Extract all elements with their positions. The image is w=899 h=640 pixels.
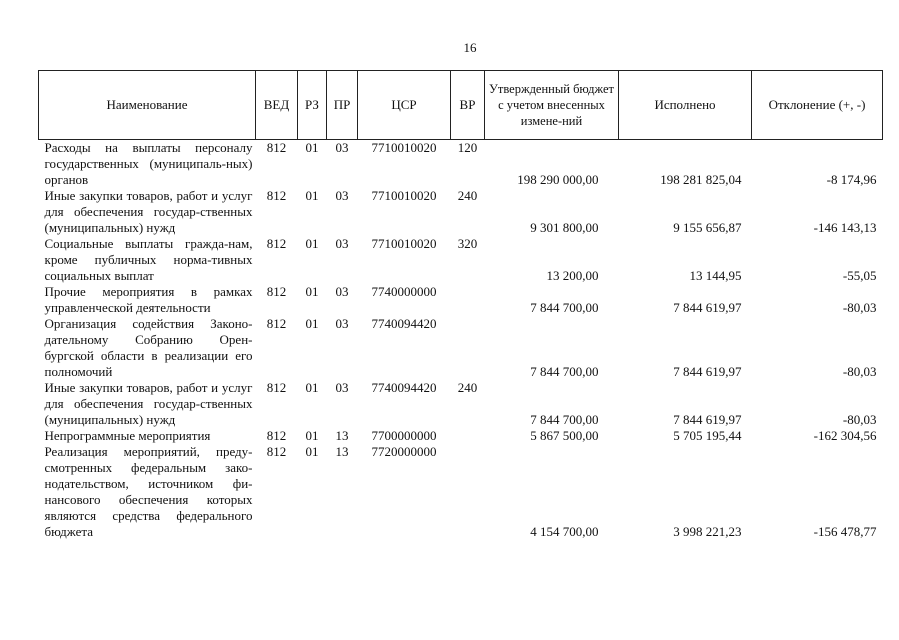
row-csr: 7710010020: [371, 236, 437, 251]
row-name: Иные закупки товаров, работ и услуг для обеспечения государ-ственных (муниципальных) нужд: [44, 380, 253, 427]
row-pr: 13: [335, 444, 349, 459]
row-executed: 7 844 619,97: [673, 412, 742, 427]
row-approved: 4 154 700,00: [530, 524, 599, 539]
row-ved: 812: [266, 236, 287, 251]
row-vr: 320: [457, 236, 478, 251]
table-row: [39, 284, 883, 316]
row-ved: 812: [266, 444, 287, 459]
row-pr: 13: [335, 428, 349, 443]
row-rz: 01: [305, 316, 319, 331]
row-ved: 812: [266, 140, 287, 155]
row-ved: 812: [266, 316, 287, 331]
row-deviation: -55,05: [842, 268, 877, 283]
row-deviation: -80,03: [842, 412, 877, 427]
header-approved: Утвержденный бюджет с учетом внесенных измене-ний: [485, 71, 619, 140]
header-csr: ЦСР: [358, 71, 451, 140]
row-csr: 7740094420: [371, 380, 437, 395]
row-executed: 9 155 656,87: [673, 220, 742, 235]
table-header-row: [39, 71, 883, 140]
row-vr: 240: [457, 188, 478, 203]
row-ved: 812: [266, 284, 287, 299]
row-rz: 01: [305, 140, 319, 155]
row-approved: 13 200,00: [546, 268, 599, 283]
row-vr: [451, 444, 485, 540]
row-executed: 5 705 195,44: [673, 428, 742, 443]
row-deviation: -162 304,56: [813, 428, 877, 443]
row-executed: 3 998 221,23: [673, 524, 742, 539]
row-rz: 01: [305, 284, 319, 299]
row-rz: 01: [305, 444, 319, 459]
row-vr: 120: [457, 140, 478, 155]
row-ved: 812: [266, 428, 287, 443]
row-ved: 812: [266, 188, 287, 203]
table-row: [39, 444, 883, 540]
table-row: [39, 316, 883, 380]
row-csr: 7720000000: [371, 444, 437, 459]
row-executed: 7 844 619,97: [673, 300, 742, 315]
row-name: Организация содействия Законо-дательному Собранию Орен-бургской области в реализации его полномочий: [44, 316, 253, 379]
row-name: Иные закупки товаров, работ и услуг для обеспечения государ-ственных (муниципальных) нужд: [44, 188, 253, 235]
row-csr: 7710010020: [371, 140, 437, 155]
row-pr: 03: [335, 140, 349, 155]
row-approved: 9 301 800,00: [530, 220, 599, 235]
row-approved: 7 844 700,00: [530, 300, 599, 315]
row-name: Реализация мероприятий, преду-смотренных федеральным зако-нодательством, источником фи-нансового обеспечения которых являются средства федерального бюджета: [44, 444, 253, 539]
row-pr: 03: [335, 236, 349, 251]
table-row: [39, 140, 883, 189]
row-pr: 03: [335, 188, 349, 203]
row-name: Социальные выплаты гражда-нам, кроме публичных норма-тивных социальных выплат: [44, 236, 253, 283]
table-row: [39, 428, 883, 444]
row-vr: [451, 428, 485, 444]
table-row: [39, 236, 883, 284]
row-approved: 7 844 700,00: [530, 412, 599, 427]
row-ved: 812: [266, 380, 287, 395]
row-name: Расходы на выплаты персоналу государственных (муниципаль-ных) органов: [44, 140, 253, 187]
row-deviation: -80,03: [842, 300, 877, 315]
page-number: 16: [463, 40, 477, 55]
row-name: Непрограммные мероприятия: [44, 428, 211, 443]
row-rz: 01: [305, 380, 319, 395]
header-rz: РЗ: [298, 71, 327, 140]
row-deviation: -8 174,96: [826, 172, 877, 187]
row-name: Прочие мероприятия в рамках управленческой деятельности: [44, 284, 253, 315]
header-vr: ВР: [451, 71, 485, 140]
row-rz: 01: [305, 428, 319, 443]
row-vr: [451, 316, 485, 380]
row-deviation: -156 478,77: [813, 524, 877, 539]
header-name: Наименование: [39, 71, 256, 140]
row-csr: 7740000000: [371, 284, 437, 299]
header-executed: Исполнено: [619, 71, 752, 140]
row-pr: 03: [335, 380, 349, 395]
row-rz: 01: [305, 188, 319, 203]
table-row: [39, 188, 883, 236]
row-executed: 13 144,95: [689, 268, 742, 283]
row-vr: [451, 284, 485, 316]
budget-table: [38, 70, 883, 540]
row-csr: 7710010020: [371, 188, 437, 203]
row-csr: 7700000000: [371, 428, 437, 443]
table-row: [39, 380, 883, 428]
header-deviation: Отклонение (+, -): [752, 71, 883, 140]
row-approved: 198 290 000,00: [517, 172, 599, 187]
header-ved: ВЕД: [256, 71, 298, 140]
row-pr: 03: [335, 316, 349, 331]
row-csr: 7740094420: [371, 316, 437, 331]
row-approved: 5 867 500,00: [530, 428, 599, 443]
table-body: [39, 140, 883, 541]
row-rz: 01: [305, 236, 319, 251]
row-deviation: -80,03: [842, 364, 877, 379]
header-pr: ПР: [327, 71, 358, 140]
row-deviation: -146 143,13: [813, 220, 877, 235]
row-vr: 240: [457, 380, 478, 395]
row-approved: 7 844 700,00: [530, 364, 599, 379]
row-executed: 7 844 619,97: [673, 364, 742, 379]
row-pr: 03: [335, 284, 349, 299]
row-executed: 198 281 825,04: [660, 172, 742, 187]
